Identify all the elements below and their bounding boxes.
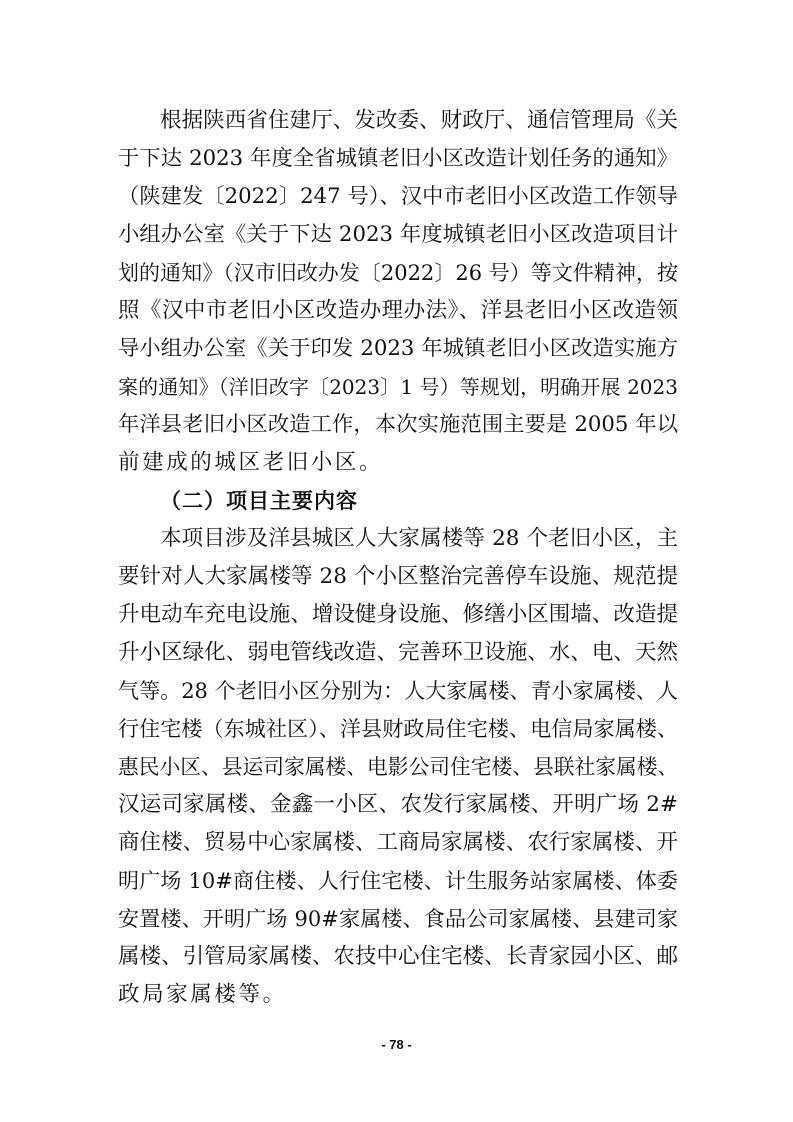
text-line: 年洋县老旧小区改造工作，本次实施范围主要是 2005 年以 [118, 412, 678, 437]
text-line: 根据陕西省住建厅、发改委、财政厅、通信管理局《关 [160, 108, 678, 133]
text-line: 划的通知》（汉市旧改办发〔2022〕26 号）等文件精神，按 [118, 261, 678, 285]
text-line: 政局家属楼等。 [118, 982, 287, 1007]
text-line: 本项目涉及洋县城区人大家属楼等 28 个老旧小区，主 [160, 526, 678, 551]
text-line: 要针对人大家属楼等 28 个小区整治完善停车设施、规范提 [118, 564, 678, 589]
text-line: 属楼、引管局家属楼、农技中心住宅楼、长青家园小区、邮 [118, 944, 678, 969]
text-line: 小组办公室《关于下达 2023 年度城镇老旧小区改造项目计 [118, 222, 678, 247]
text-line: 安置楼、开明广场 90#家属楼、食品公司家属楼、县建司家 [118, 907, 678, 931]
text-line: 导小组办公室《关于印发 2023 年城镇老旧小区改造实施方 [118, 336, 678, 361]
page-number: - 78 - [381, 1037, 412, 1052]
text-line: 照《汉中市老旧小区改造办理办法》、洋县老旧小区改造领 [118, 298, 678, 323]
text-line: 于下达 2023 年度全省城镇老旧小区改造计划任务的通知》 [118, 146, 678, 171]
text-line: 明广场 10#商住楼、人行住宅楼、计生服务站家属楼、体委 [118, 869, 678, 893]
text-line: 汉运司家属楼、金鑫一小区、农发行家属楼、开明广场 2# [118, 792, 678, 817]
section-heading: （二）项目主要内容 [160, 488, 358, 513]
text-line: 前建成的城区老旧小区。 [118, 450, 384, 475]
text-line: 商住楼、贸易中心家属楼、工商局家属楼、农行家属楼、开 [118, 830, 678, 855]
text-line: 惠民小区、县运司家属楼、电影公司住宅楼、县联社家属楼、 [118, 755, 679, 779]
text-line: 气等。28 个老旧小区分别为：人大家属楼、青小家属楼、人 [118, 679, 678, 703]
text-line: 升电动车充电设施、增设健身设施、修缮小区围墙、改造提 [118, 602, 678, 627]
text-line: 案的通知》（洋旧改字〔2023〕1 号）等规划，明确开展 2023 [118, 375, 678, 399]
text-line: 行住宅楼（东城社区）、洋县财政局住宅楼、电信局家属楼、 [118, 717, 678, 741]
text-line: （陕建发〔2022〕247 号）、汉中市老旧小区改造工作领导 [118, 184, 678, 209]
text-line: 升小区绿化、弱电管线改造、完善环卫设施、水、电、天然 [118, 640, 678, 665]
